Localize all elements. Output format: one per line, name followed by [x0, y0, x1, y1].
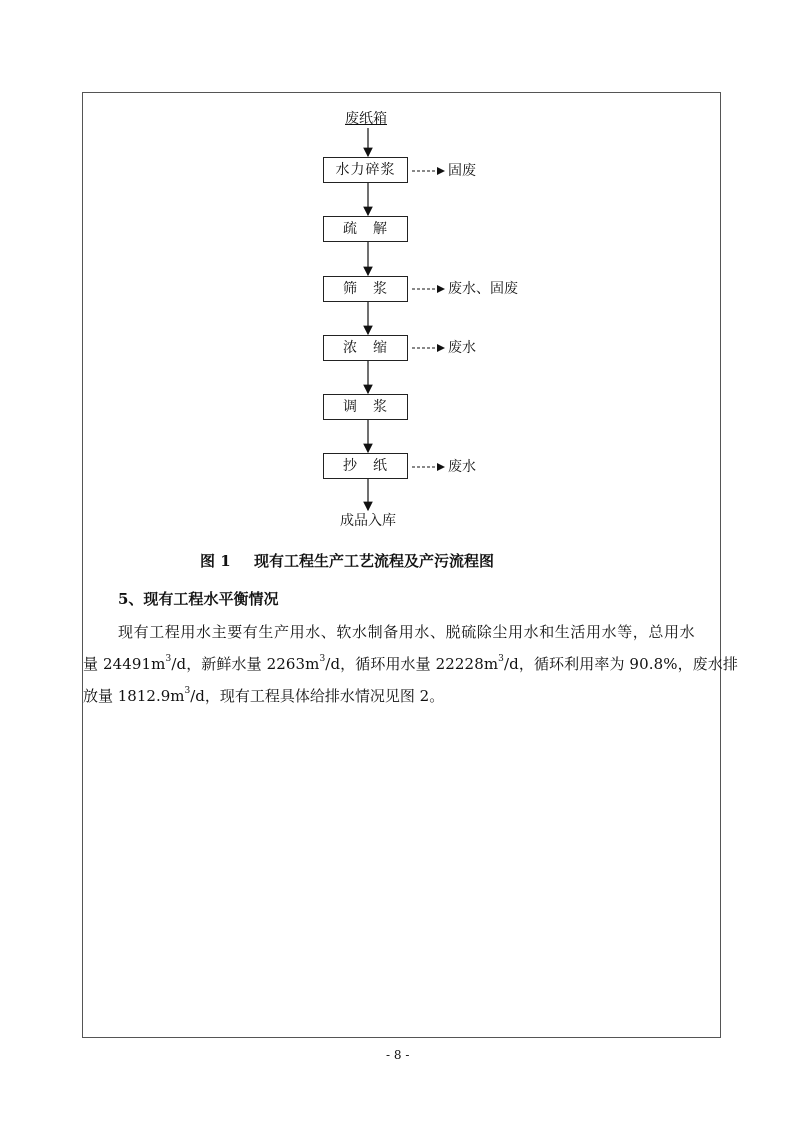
flow-output: 固废	[448, 163, 476, 179]
flow-final: 成品入库	[340, 513, 396, 529]
text: /d，循环用水量 22228m	[325, 655, 499, 673]
flow-step: 疏 解	[323, 216, 408, 242]
superscript: 3	[319, 654, 326, 664]
text: /d，循环利用率为 90.8%，废水排	[504, 655, 738, 673]
text: 放量 1812.9m	[83, 687, 185, 705]
text: /d，新鲜水量 2263m	[171, 655, 320, 673]
section-heading: 5、现有工程水平衡情况	[118, 590, 279, 608]
superscript: 3	[184, 686, 191, 696]
paragraph-line	[83, 655, 738, 673]
text: 现有工程用水主要有生产用水、软水制备用水、脱硫除尘用水和生活用水等，总用水	[118, 623, 696, 641]
figure-caption: 现有工程生产工艺流程及产污流程图	[254, 552, 495, 570]
flow-step: 抄 纸	[323, 453, 408, 479]
page-number: - 8 -	[386, 1048, 410, 1062]
flow-step: 调 浆	[323, 394, 408, 420]
superscript: 3	[498, 654, 504, 664]
flow-input: 废纸箱	[345, 111, 387, 127]
paragraph-line	[118, 623, 695, 641]
flow-step: 浓 缩	[323, 335, 408, 361]
figure-number: 图 1	[200, 552, 231, 570]
text: /d，现有工程具体给排水情况见图 2。	[190, 687, 445, 705]
flow-step: 筛 浆	[323, 276, 408, 302]
flow-output: 废水	[448, 459, 476, 475]
flow-step: 水力碎浆	[323, 157, 408, 183]
superscript: 3	[165, 654, 172, 664]
text: 量 24491m	[83, 655, 166, 673]
paragraph-line	[83, 687, 444, 705]
flow-output: 废水	[448, 340, 476, 356]
flow-output: 废水、固废	[448, 281, 518, 297]
